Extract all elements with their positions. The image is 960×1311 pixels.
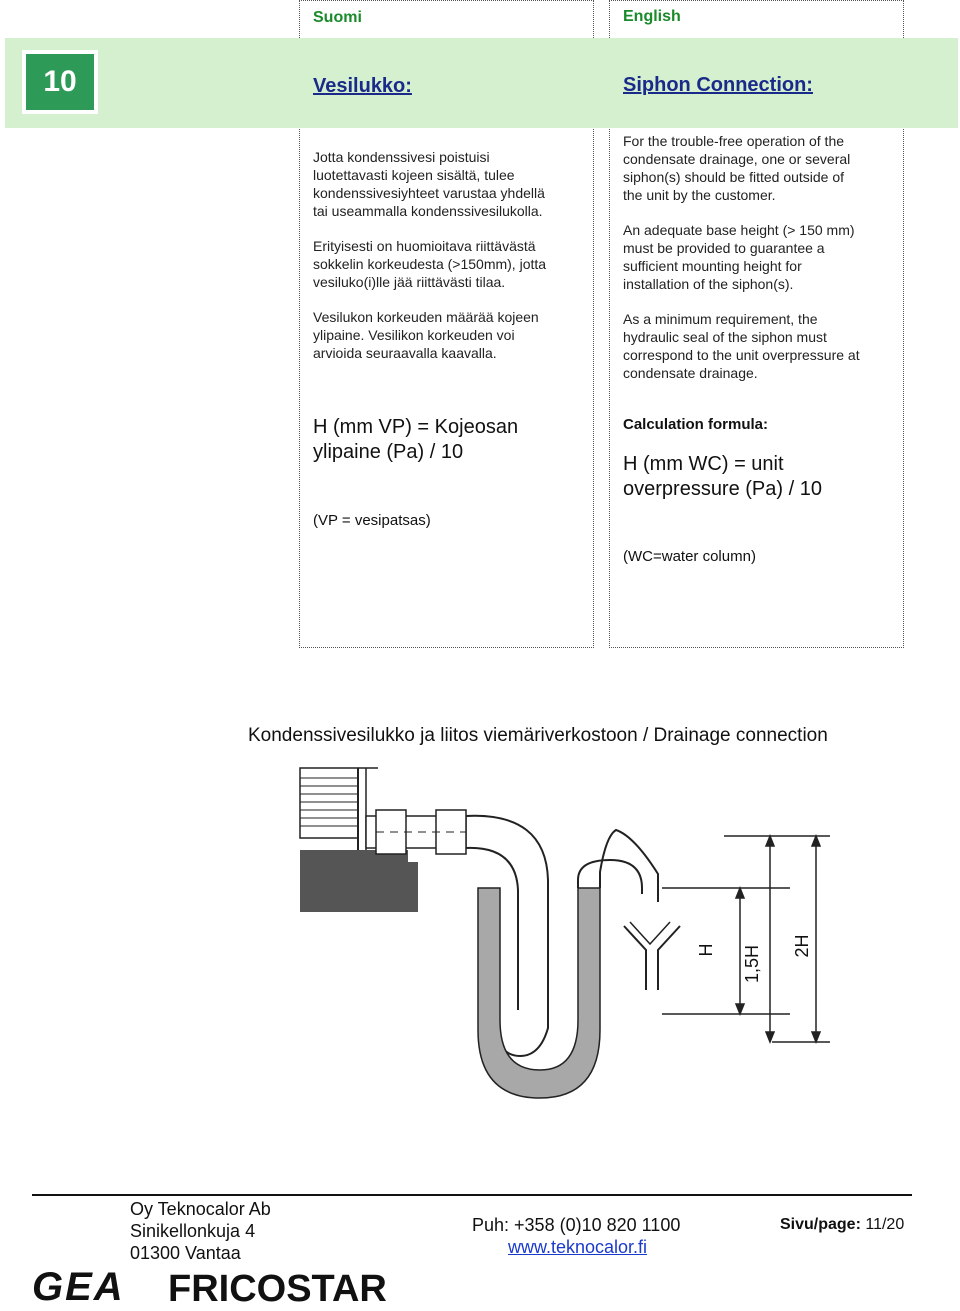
page-value: 11/20 [865, 1216, 905, 1233]
finnish-paragraph-3: Vesilukon korkeuden määrää kojeen ylipaine. Vesilikon korkeuden voi arvioida seuraavalla kaavalla. [313, 309, 539, 361]
english-calc-label: Calculation formula: [623, 416, 769, 433]
english-section-title: Siphon Connection: [623, 74, 813, 96]
dimension-label-h: H [696, 943, 716, 957]
dimension-label-2h: 2H [792, 934, 812, 958]
gea-logo: GEA [32, 1265, 125, 1309]
fricostar-logo: FRICOSTAR [168, 1268, 387, 1310]
footer-website-link[interactable]: www.teknocalor.fi [508, 1237, 648, 1257]
english-formula: H (mm WC) = unit overpressure (Pa) / 10 [623, 453, 822, 500]
siphon-outer-wall [466, 816, 548, 1056]
dimension-label-1-5h: 1,5H [742, 944, 762, 984]
finnish-formula-note: (VP = vesipatsas) [313, 512, 431, 529]
footer-divider [32, 1194, 912, 1196]
finnish-paragraph-2: Erityisesti on huomioitava riittävästä sokkelin korkeudesta (>150mm), jotta vesiluko(i)lle jää riittävästi tilaa. [313, 238, 547, 290]
footer-page-number [780, 1216, 904, 1234]
section-number-box [22, 50, 98, 114]
section-number: 10 [26, 54, 94, 110]
drain-funnel [624, 922, 680, 990]
english-paragraph-3: As a minimum requirement, the hydraulic seal of the siphon must correspond to the unit overpressure at condensate drainage. [623, 311, 860, 381]
base-block [300, 850, 418, 912]
siphon-outlet-curve [578, 860, 642, 894]
finnish-language-label: Suomi [313, 9, 362, 26]
english-formula-note: (WC=water column) [623, 548, 756, 565]
siphon-inner-wall [466, 848, 518, 1010]
section-header-band [5, 38, 958, 128]
footer-company: Oy Teknocalor Ab Sinikellonkuja 4 01300 Vantaa [130, 1199, 271, 1263]
finnish-section-title: Vesilukko: [313, 75, 412, 97]
finnish-paragraph-1: Jotta kondenssivesi poistuisi luotettavasti kojeen sisältä, tulee kondenssivesiyhteet varustaa yhdellä tai useammalla kondenssivesilukolla. [313, 149, 545, 219]
english-paragraph-1: For the trouble-free operation of the condensate drainage, one or several siphon(s) should be fitted outside of the unit by the customer. [623, 133, 851, 203]
water-fill [478, 888, 600, 1098]
dimension-lines [662, 836, 830, 1042]
siphon-outlet-curve-outer [600, 830, 658, 902]
page-label: Sivu/page: [780, 1216, 861, 1233]
english-language-label: English [623, 8, 681, 25]
finnish-formula: H (mm VP) = Kojeosan ylipaine (Pa) / 10 [313, 416, 519, 463]
connection-pipe [366, 810, 466, 854]
diagram-title: Kondenssivesilukko ja liitos viemäriverkostoon / Drainage connection [248, 725, 828, 746]
unit-casing [300, 768, 378, 850]
footer-phone: Puh: +358 (0)10 820 1100 [472, 1215, 681, 1235]
english-paragraph-2: An adequate base height (> 150 mm) must be provided to guarantee a sufficient mounting height for installation of the siphon(s). [623, 222, 855, 292]
